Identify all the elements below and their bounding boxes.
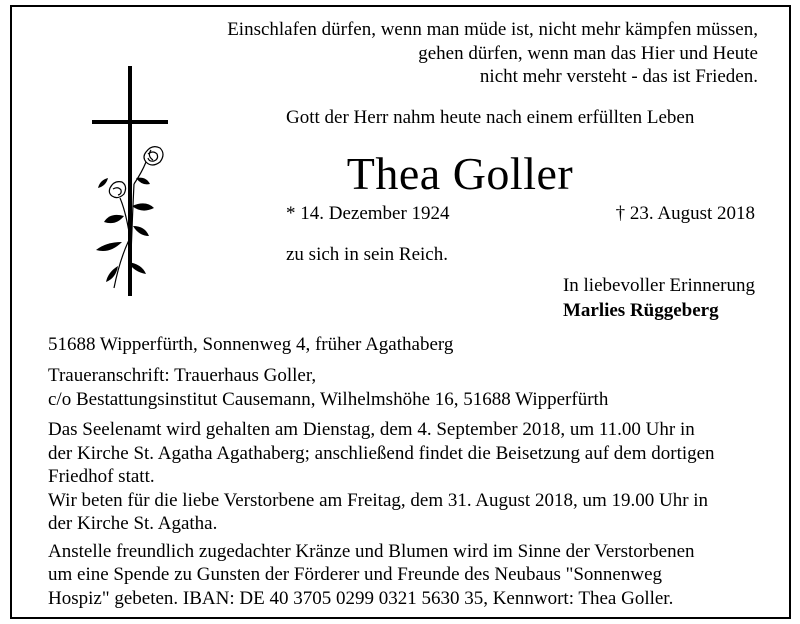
donation-paragraph [48,540,770,611]
text-line: Das Seelenamt wird gehalten am Dienstag, dem 4. September 2018, um 11.00 Uhr in [48,419,695,440]
condolence-address-line: c/o Bestattungsinstitut Causemann, Wilhelmshöhe 16, 51688 Wipperfürth [48,388,609,410]
opening-quote [227,18,758,89]
text-line: um eine Spende zu Gunsten der Förderer und Freunde des Neubaus "Sonnenweg [48,564,663,585]
birth-date: * 14. Dezember 1924 [286,203,450,224]
condolence-address-line: Traueranschrift: Trauerhaus Goller, [48,365,317,386]
prayer-paragraph [48,489,770,536]
mourner-signature: Marlies Rüggeberg [562,300,719,321]
text-line: der Kirche St. Agatha Agathaberg; anschließend findet die Beisetzung auf dem dortigen [48,442,715,464]
text-line: Hospiz" gebeten. IBAN: DE 40 3705 0299 0321 5630 35, Kennwort: Thea Goller. [48,587,674,609]
requiem-paragraph [48,418,770,489]
intro-line: Gott der Herr nahm heute nach einem erfüllten Leben [286,107,695,128]
service-details [48,418,770,610]
quote-line: gehen dürfen, wenn man das Hier und Heute [418,42,758,64]
text-line: der Kirche St. Agatha. [48,513,218,534]
residence-address: 51688 Wipperfürth, Sonnenweg 4, früher Agathaberg [48,334,454,355]
condolence-address [48,364,608,411]
quote-line: nicht mehr versteht - das ist Frieden. [479,66,758,87]
quote-line: Einschlafen dürfen, wenn man müde ist, nicht mehr kämpfen müssen, [227,19,758,40]
memory-signature-block [563,273,755,323]
text-line: Anstelle freundlich zugedachter Kränze und Blumen wird im Sinne der Verstorbenen [48,540,695,562]
deceased-name: Thea Goller [346,148,574,199]
text-line: Wir beten für die liebe Verstorbene am Freitag, dem 31. August 2018, um 19.00 Uhr in [48,489,709,511]
memory-line: In liebevoller Erinnerung [562,275,755,296]
reich-line: zu sich in sein Reich. [286,244,448,265]
death-date: † 23. August 2018 [615,203,755,224]
text-line: Friedhof statt. [48,466,155,487]
